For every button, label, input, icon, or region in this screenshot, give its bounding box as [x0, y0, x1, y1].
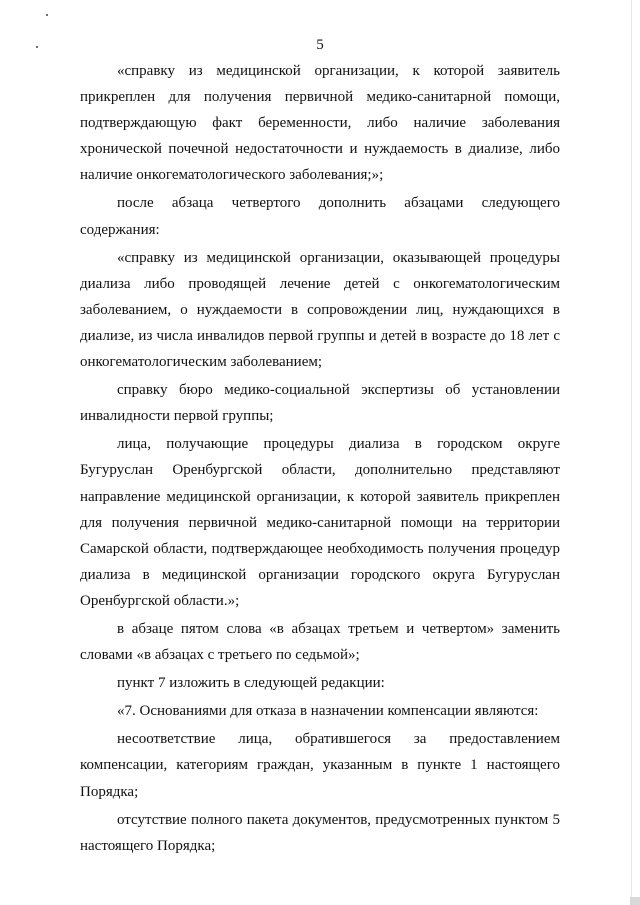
- paragraph-insert-after-fourth: после абзаца четвертого дополнить абзацами следующего содержания:: [80, 195, 560, 238]
- scan-corner-mark: [630, 897, 640, 905]
- paragraph-buguruslan-dialysis: лица, получающие процедуры диализа в городском округе Бугуруслан Оренбургской области, дополнительно представляют направление медицинской организации, к которой заявитель прикреплен для получения первичной медико-санитарной помощи на территории Самарской области, подтверждающее необходимость получения процедур диализа в медицинской организации городского округа Бугуруслан Оренбургской области.»;: [80, 436, 560, 609]
- scan-speck: [46, 14, 48, 16]
- paragraph-missing-documents: отсутствие полного пакета документов, предусмотренных пунктом 5 настоящего Порядка;: [80, 811, 560, 854]
- paragraph-item-7-intro: пункт 7 изложить в следующей редакции:: [117, 675, 385, 692]
- paragraph-fifth-replacement: в абзаце пятом слова «в абзацах третьем и четвертом» заменить словами «в абзацах с третьего по седьмой»;: [80, 620, 560, 664]
- paragraph-refusal-grounds: «7. Основаниями для отказа в назначении компенсации являются:: [117, 703, 539, 720]
- document-body: [80, 58, 560, 859]
- paragraph-category-mismatch: несоответствие лица, обратившегося за предоставлением компенсации, категориям граждан, указанным в пункте 1 настоящего Порядка;: [80, 731, 560, 800]
- paragraph-disability-certificate: справку бюро медико-социальной экспертизы об установлении инвалидности первой группы;: [80, 382, 560, 425]
- page-number: 5: [316, 37, 324, 53]
- paragraph-certificate-pregnancy: «справку из медицинской организации, к которой заявитель прикреплен для получения первичной медико-санитарной помощи, подтверждающую факт беременности, либо наличие заболевания хронической почечной недостаточности и нуждаемость в диализе, либо наличие онкогематологического заболевания;»;: [80, 63, 560, 184]
- scan-edge-line: [631, 0, 632, 905]
- paragraph-certificate-dialysis: «справку из медицинской организации, оказывающей процедуры диализа либо проводящей лечение детей с онкогематологическим заболеванием, о нуждаемости в сопровождении лиц, нуждающихся в диализе, из числа инвалидов первой группы и детей в возрасте до 18 лет с онкогематологическим заболеванием;: [80, 249, 560, 371]
